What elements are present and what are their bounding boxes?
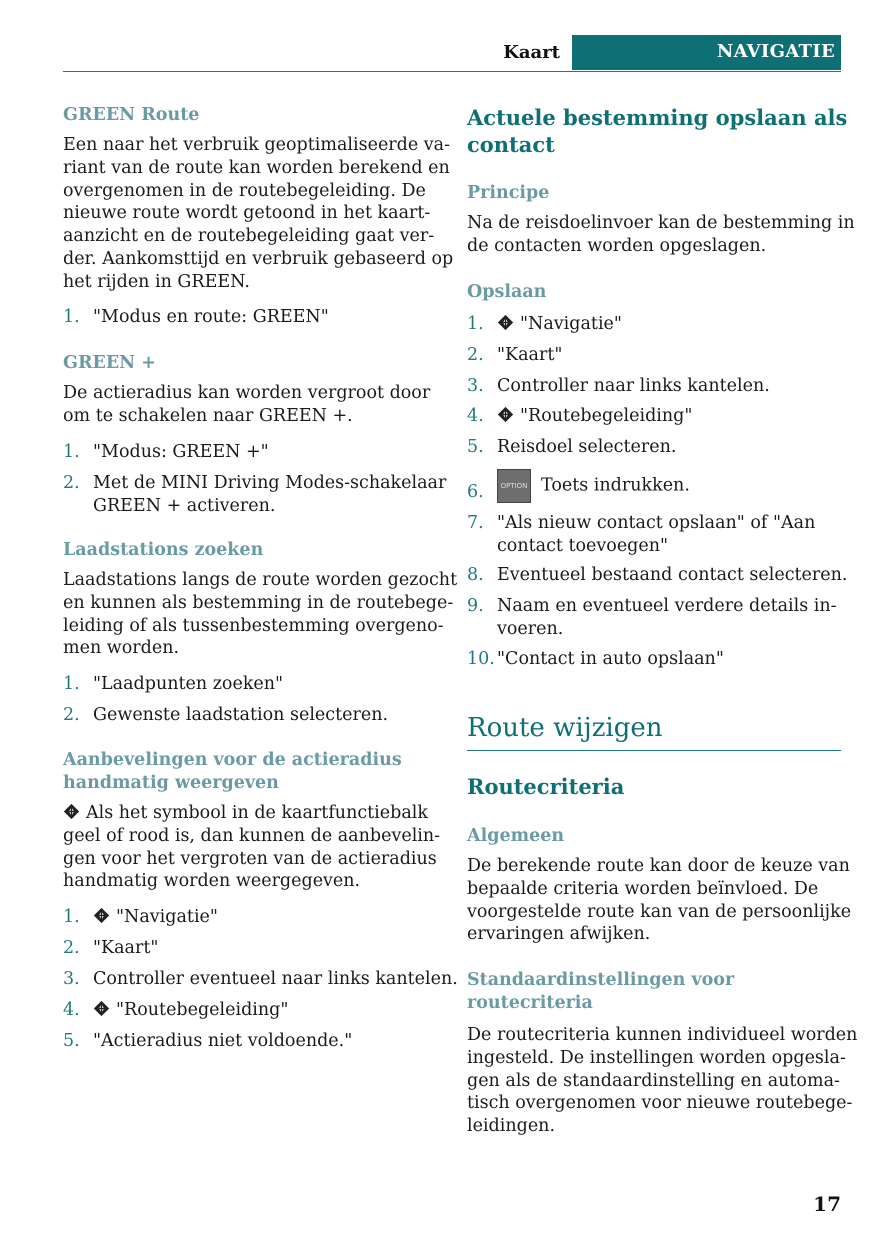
step-text: Reisdoel selecteren.: [497, 437, 677, 457]
heading-principe: Principe: [467, 183, 550, 203]
heading-aanbevelingen: [63, 749, 402, 795]
list-item: [467, 436, 841, 460]
text-line: Na de reisdoelinvoer kan de bestemming in: [467, 213, 855, 233]
text-line: De berekende route kan door de keuze van: [467, 856, 850, 876]
step-text: "Kaart": [93, 938, 159, 958]
step-number: 3.: [63, 969, 80, 989]
step-number: 8.: [467, 565, 484, 585]
list-item: [467, 405, 841, 429]
heading-line: routecriteria: [467, 993, 593, 1013]
text-line: ervaringen afwijken.: [467, 924, 651, 945]
step-number: 2.: [63, 705, 80, 725]
heading-opslaan-als-contact: [467, 104, 847, 158]
text-line: gen voor het vergroten van de actieradius: [63, 848, 437, 869]
text-line: De routecriteria kunnen individueel worden: [467, 1025, 858, 1045]
heading-green-route: GREEN Route: [63, 105, 200, 125]
step-number: 5.: [63, 1031, 80, 1051]
text-line: het rijden in GREEN.: [63, 271, 250, 292]
list-item: [63, 306, 443, 330]
step-number: 2.: [63, 938, 80, 958]
option-button-icon: OPTION: [497, 469, 531, 503]
paragraph-standaardinstellingen: [467, 1024, 857, 1138]
text-line: ingesteld. De instellingen worden opgesla-: [467, 1047, 846, 1068]
paragraph-algemeen: [467, 855, 851, 946]
navigation-icon: [63, 803, 80, 820]
paragraph-green-route: [63, 134, 453, 294]
list-item: [63, 999, 443, 1023]
step-text: "Routebegeleiding": [116, 1000, 289, 1020]
text-line: handmatig worden weergegeven.: [63, 871, 361, 892]
text-line: en kunnen als bestemming in de routebege-: [63, 592, 454, 613]
step-number: 5.: [467, 437, 484, 457]
heading-line: Aanbevelingen voor de actieradius: [63, 750, 402, 770]
heading-line: Standaardinstellingen voor: [467, 970, 735, 990]
step-number: 4.: [467, 406, 484, 426]
heading-laadstations: Laadstations zoeken: [63, 540, 264, 560]
text-line: de contacten worden opgeslagen.: [467, 235, 767, 256]
heading-standaardinstellingen: [467, 969, 734, 1015]
navigation-icon: [93, 1000, 110, 1017]
heading-opslaan: Opslaan: [467, 282, 547, 302]
navigation-icon: [497, 314, 514, 331]
step-text-continued: contact toevoegen": [497, 536, 669, 556]
step-text: Controller eventueel naar links kantelen.: [93, 969, 458, 989]
text-line: overgenomen in de routebegeleiding. De: [63, 180, 426, 201]
step-number: 1.: [63, 307, 80, 327]
paragraph-aanbevelingen: [63, 802, 440, 893]
list-item: [467, 469, 841, 505]
step-text: Eventueel bestaand contact selecteren.: [497, 565, 848, 585]
step-number: 6.: [467, 482, 484, 502]
step-number: 4.: [63, 1000, 80, 1020]
list-item: [467, 564, 848, 588]
text-line: leiding of als tussenbestemming overgeno-: [63, 615, 444, 636]
text-line: om te schakelen naar GREEN +.: [63, 405, 353, 426]
list-item: [467, 595, 841, 641]
navigation-icon: [497, 406, 514, 423]
step-text: Toets indrukken.: [541, 475, 690, 496]
list-item: [467, 648, 841, 672]
list-item: [63, 673, 443, 697]
step-number: 3.: [467, 376, 484, 396]
step-number: 1.: [63, 907, 80, 927]
heading-line: Actuele bestemming opslaan als: [467, 105, 848, 130]
text-line: riant van de route kan worden berekend en: [63, 157, 450, 178]
list-item: [63, 1030, 443, 1054]
heading-routecriteria: Routecriteria: [467, 774, 625, 799]
step-number: 1.: [63, 674, 80, 694]
list-item: [467, 344, 841, 368]
step-number: 1.: [63, 442, 80, 462]
text-line: Laadstations langs de route worden gezocht: [63, 570, 458, 590]
text-line: geel of rood is, dan kunnen de aanbevelin-: [63, 825, 441, 846]
step-text: "Contact in auto opslaan": [497, 649, 724, 669]
list-item: [63, 441, 443, 465]
text-line: Als het symbool in de kaartfunctiebalk: [86, 803, 428, 823]
step-text: "Modus en route: GREEN": [93, 307, 329, 327]
paragraph-principe: [467, 212, 855, 258]
step-number: 2.: [467, 345, 484, 365]
text-line: aanzicht en de routebegeleiding gaat ver-: [63, 226, 435, 247]
page-header: [63, 35, 841, 72]
text-line: bepaalde criteria worden beïnvloed. De: [467, 878, 819, 899]
paragraph-green-plus: [63, 382, 430, 428]
heading-line: handmatig weergeven: [63, 773, 279, 793]
text-line: Een naar het verbruik geoptimaliseerde va-: [63, 135, 451, 155]
step-text: Met de MINI Driving Modes-schakelaar: [93, 473, 447, 493]
step-number: 10.: [467, 649, 495, 669]
step-text: "Actieradius niet voldoende.": [93, 1031, 353, 1051]
page-number: 17: [813, 1192, 841, 1216]
list-item: [63, 937, 443, 961]
step-number: 7.: [467, 513, 484, 533]
heading-line: contact: [467, 132, 555, 157]
list-item: [63, 968, 458, 992]
step-text: "Routebegeleiding": [520, 406, 693, 426]
step-number: 9.: [467, 596, 484, 616]
paragraph-laadstations: [63, 569, 457, 660]
step-text: "Modus: GREEN +": [93, 442, 269, 462]
list-item: [63, 906, 443, 930]
list-item: [63, 472, 447, 518]
navigation-icon: [93, 907, 110, 924]
list-item: [63, 704, 443, 728]
header-chapter: NAVIGATIE: [572, 35, 841, 70]
heading-algemeen: Algemeen: [467, 826, 565, 846]
list-item: [467, 512, 841, 558]
heading-green-plus: GREEN +: [63, 353, 156, 373]
header-section: Kaart: [503, 42, 560, 63]
step-number: 2.: [63, 473, 80, 493]
step-text: "Kaart": [497, 345, 563, 365]
text-line: tisch overgenomen voor nieuwe routebege-: [467, 1093, 853, 1114]
step-text: Controller naar links kantelen.: [497, 376, 770, 396]
text-line: De actieradius kan worden vergroot door: [63, 383, 431, 403]
text-line: men worden.: [63, 638, 180, 659]
step-text-continued: GREEN + activeren.: [93, 496, 276, 516]
list-item: [467, 313, 841, 337]
step-text: Naam en eventueel verdere details in-: [497, 596, 837, 616]
step-text-continued: voeren.: [497, 619, 564, 639]
text-line: der. Aankomsttijd en verbruik gebaseerd op: [63, 248, 454, 269]
text-line: gen als de standaardinstelling en automa-: [467, 1070, 840, 1091]
list-item: [467, 375, 841, 399]
step-text: "Navigatie": [520, 314, 622, 334]
step-text: "Laadpunten zoeken": [93, 674, 284, 694]
text-line: leidingen.: [467, 1116, 556, 1137]
text-line: voorgestelde route kan van de persoonlijke: [467, 901, 852, 922]
step-text: "Als nieuw contact opslaan" of "Aan: [497, 513, 816, 533]
section-divider: [467, 750, 841, 751]
text-line: nieuwe route wordt getoond in het kaart-: [63, 203, 431, 224]
step-text: Gewenste laadstation selecteren.: [93, 705, 389, 725]
step-number: 1.: [467, 314, 484, 334]
step-text: "Navigatie": [116, 907, 218, 927]
heading-route-wijzigen: Route wijzigen: [467, 713, 663, 743]
